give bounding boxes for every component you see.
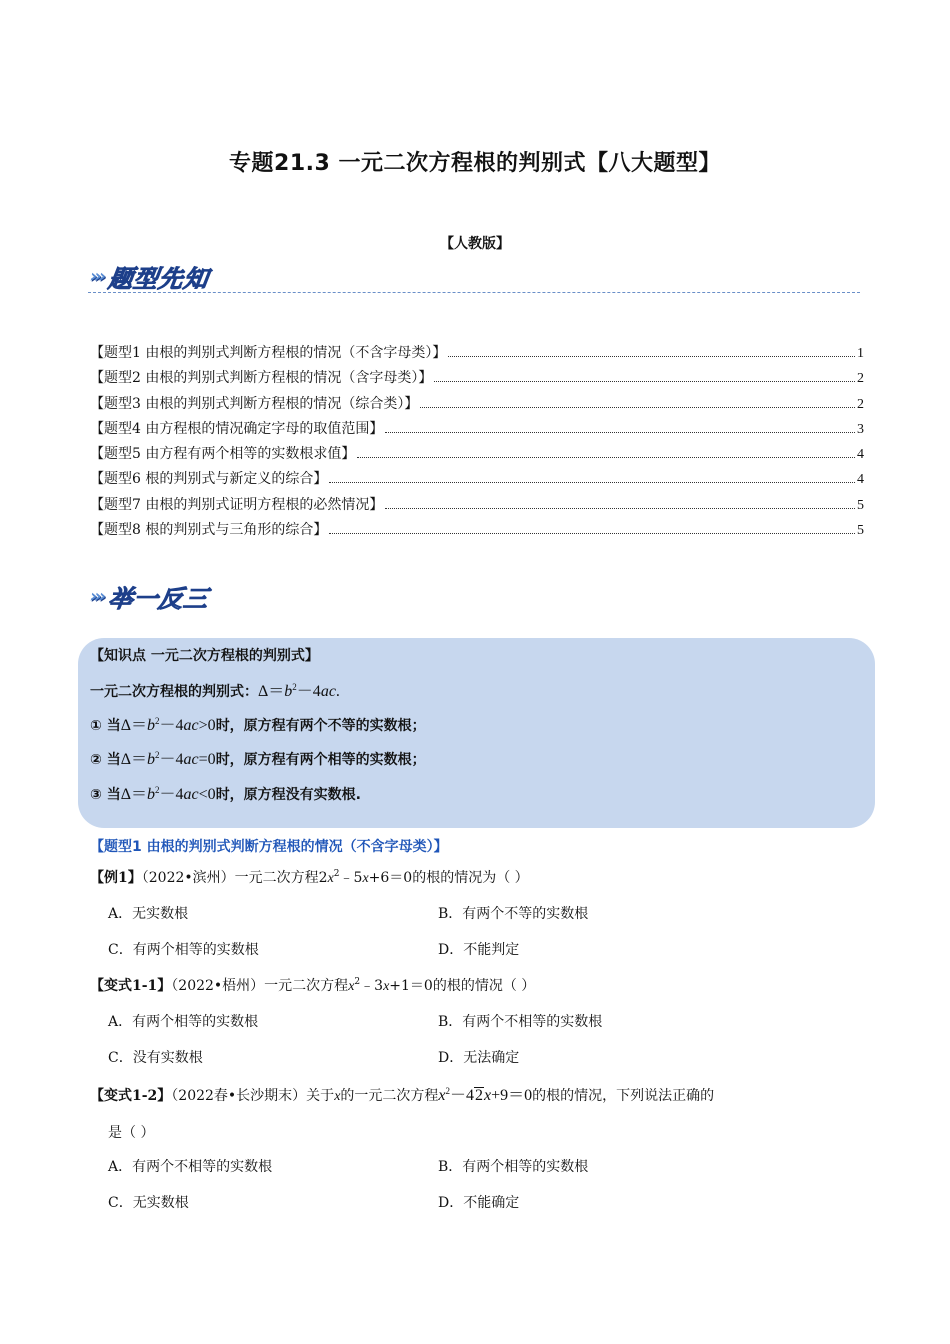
question-2: 【变式1-1】（2022•梧州）一元二次方程$x^2﹣3x+1=0$的根的情况（ ） — [90, 977, 536, 994]
option-b[interactable]: B．有两个不等的实数根 — [438, 906, 589, 922]
knowledge-case-1: ① 当$\Delta=b^2-4ac>0$时，原方程有两个不等的实数根； — [90, 716, 426, 734]
triple-arrow-icon: ››› — [90, 265, 104, 287]
banner-question-types — [90, 256, 209, 296]
knowledge-case-3: ③ 当$\Delta=b^2-4ac<0$时，原方程没有实数根. — [90, 785, 362, 803]
toc-item[interactable]: 【题型2 由根的判别式判断方程根的情况（含字母类）】 2 — [90, 370, 864, 387]
option-d[interactable]: D．无法确定 — [438, 1050, 520, 1066]
option-a[interactable]: A．无实数根 — [108, 906, 189, 922]
option-b[interactable]: B．有两个相等的实数根 — [438, 1159, 589, 1175]
toc-item[interactable]: 【题型8 根的判别式与三角形的综合】 5 — [90, 522, 864, 539]
question-1: 【例1】（2022•滨州）一元二次方程$2x^2﹣5x+6=0$的根的情况为（ ） — [90, 869, 529, 886]
banner-text: 题型先知 — [106, 264, 211, 293]
question-3-continued: 是（ ） — [108, 1125, 155, 1141]
option-a[interactable]: A．有两个不相等的实数根 — [108, 1159, 273, 1175]
page-title: 专题21.3 一元二次方程根的判别式【八大题型】 — [229, 151, 721, 176]
option-b[interactable]: B．有两个不相等的实数根 — [438, 1014, 603, 1030]
table-of-contents — [90, 342, 864, 544]
triple-arrow-icon: ››› — [90, 585, 104, 607]
toc-item[interactable]: 【题型3 由根的判别式判断方程根的情况（综合类）】 2 — [90, 395, 864, 412]
option-c[interactable]: C．没有实数根 — [108, 1050, 203, 1066]
toc-item[interactable]: 【题型1 由根的判别式判断方程根的情况（不含字母类）】 1 — [90, 345, 864, 361]
edition-label: 【人教版】 — [440, 236, 510, 252]
banner-text: 举一反三 — [106, 584, 211, 613]
banner-practice — [90, 576, 209, 616]
knowledge-case-2: ② 当$\Delta=b^2-4ac=0$时，原方程有两个相等的实数根； — [90, 750, 426, 768]
option-d[interactable]: D．不能确定 — [438, 1195, 520, 1211]
section-heading: 【题型1 由根的判别式判断方程根的情况（不含字母类）】 — [90, 839, 448, 855]
knowledge-definition: 一元二次方程根的判别式：$\Delta=b^2-4ac$. — [90, 682, 340, 700]
option-c[interactable]: C．无实数根 — [108, 1195, 189, 1211]
option-d[interactable]: D．不能判定 — [438, 942, 520, 958]
option-c[interactable]: C．有两个相等的实数根 — [108, 942, 259, 958]
toc-item[interactable]: 【题型5 由方程有两个相等的实数根求值】 4 — [90, 446, 864, 463]
knowledge-heading: 【知识点 一元二次方程根的判别式】 — [90, 648, 319, 664]
divider — [88, 292, 860, 293]
option-a[interactable]: A．有两个相等的实数根 — [108, 1014, 259, 1030]
question-3: 【变式1-2】（2022春•长沙期末）关于x的一元二次方程$x^2-42x+9=0$的根的情况，下列说法正确的 — [90, 1086, 715, 1104]
toc-item[interactable]: 【题型6 根的判别式与新定义的综合】 4 — [90, 471, 864, 488]
toc-item[interactable]: 【题型4 由方程根的情况确定字母的取值范围】 3 — [90, 420, 864, 437]
toc-item[interactable]: 【题型7 由根的判别式证明方程根的必然情况】 5 — [90, 496, 864, 513]
